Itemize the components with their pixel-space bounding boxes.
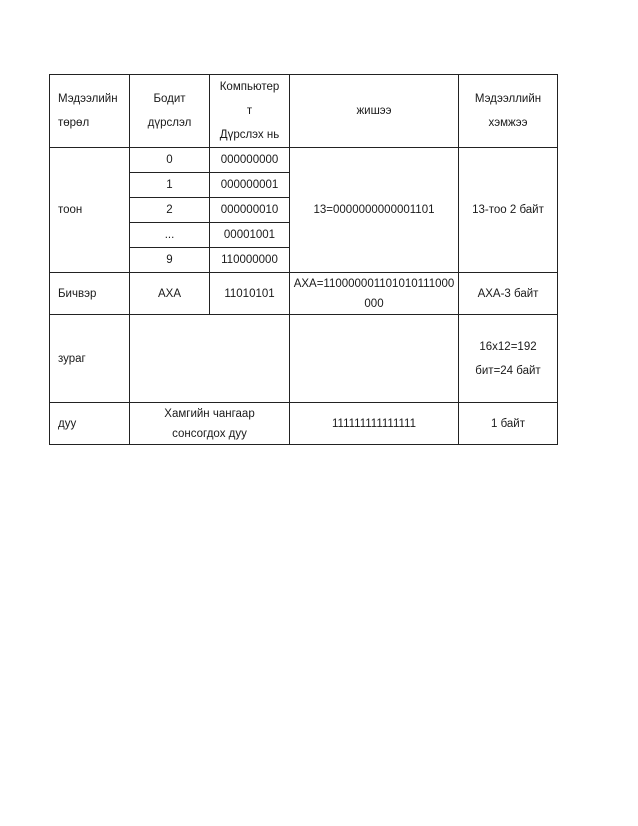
info-representation-table (49, 74, 558, 445)
header-size: Мэдээллийн хэмжээ (459, 75, 558, 148)
image-label: зураг (50, 315, 130, 403)
number-size: 13-тоо 2 байт (459, 148, 558, 273)
image-real (130, 315, 290, 403)
header-type: Мэдээлийн төрөл (50, 75, 130, 148)
sound-size: 1 байт (459, 403, 558, 445)
table-row (50, 315, 558, 403)
number-computer-cell: 00001001 (210, 223, 290, 248)
number-computer-cell: 000000000 (210, 148, 290, 173)
text-real: АХА (130, 273, 210, 315)
number-example: 13=0000000000001101 (290, 148, 459, 273)
number-computer-cell: 000000010 (210, 198, 290, 223)
number-real-cell: 2 (130, 198, 210, 223)
text-size: АХА-3 байт (459, 273, 558, 315)
table-row (50, 273, 558, 315)
table-row (50, 403, 558, 445)
table-row (50, 148, 558, 173)
image-example (290, 315, 459, 403)
number-real-cell: ... (130, 223, 210, 248)
header-row (50, 75, 558, 148)
number-label: тоон (50, 148, 130, 273)
number-real-cell: 0 (130, 148, 210, 173)
header-real: Бодит дүрслэл (130, 75, 210, 148)
number-computer-cell: 110000000 (210, 248, 290, 273)
text-example: АХА=110000001101010111000000 (290, 273, 459, 315)
sound-description: Хамгийн чангаар сонсогдох дуу (130, 403, 290, 445)
header-example: жишээ (290, 75, 459, 148)
sound-example: 111111111111111 (290, 403, 459, 445)
number-real-cell: 1 (130, 173, 210, 198)
number-computer-cell: 000000001 (210, 173, 290, 198)
text-label: Бичвэр (50, 273, 130, 315)
number-real-cell: 9 (130, 248, 210, 273)
image-size: 16х12=192 бит=24 байт (459, 315, 558, 403)
text-computer: 11010101 (210, 273, 290, 315)
header-computer: Компьютер т Дүрслэх нь (210, 75, 290, 148)
sound-label: дуу (50, 403, 130, 445)
